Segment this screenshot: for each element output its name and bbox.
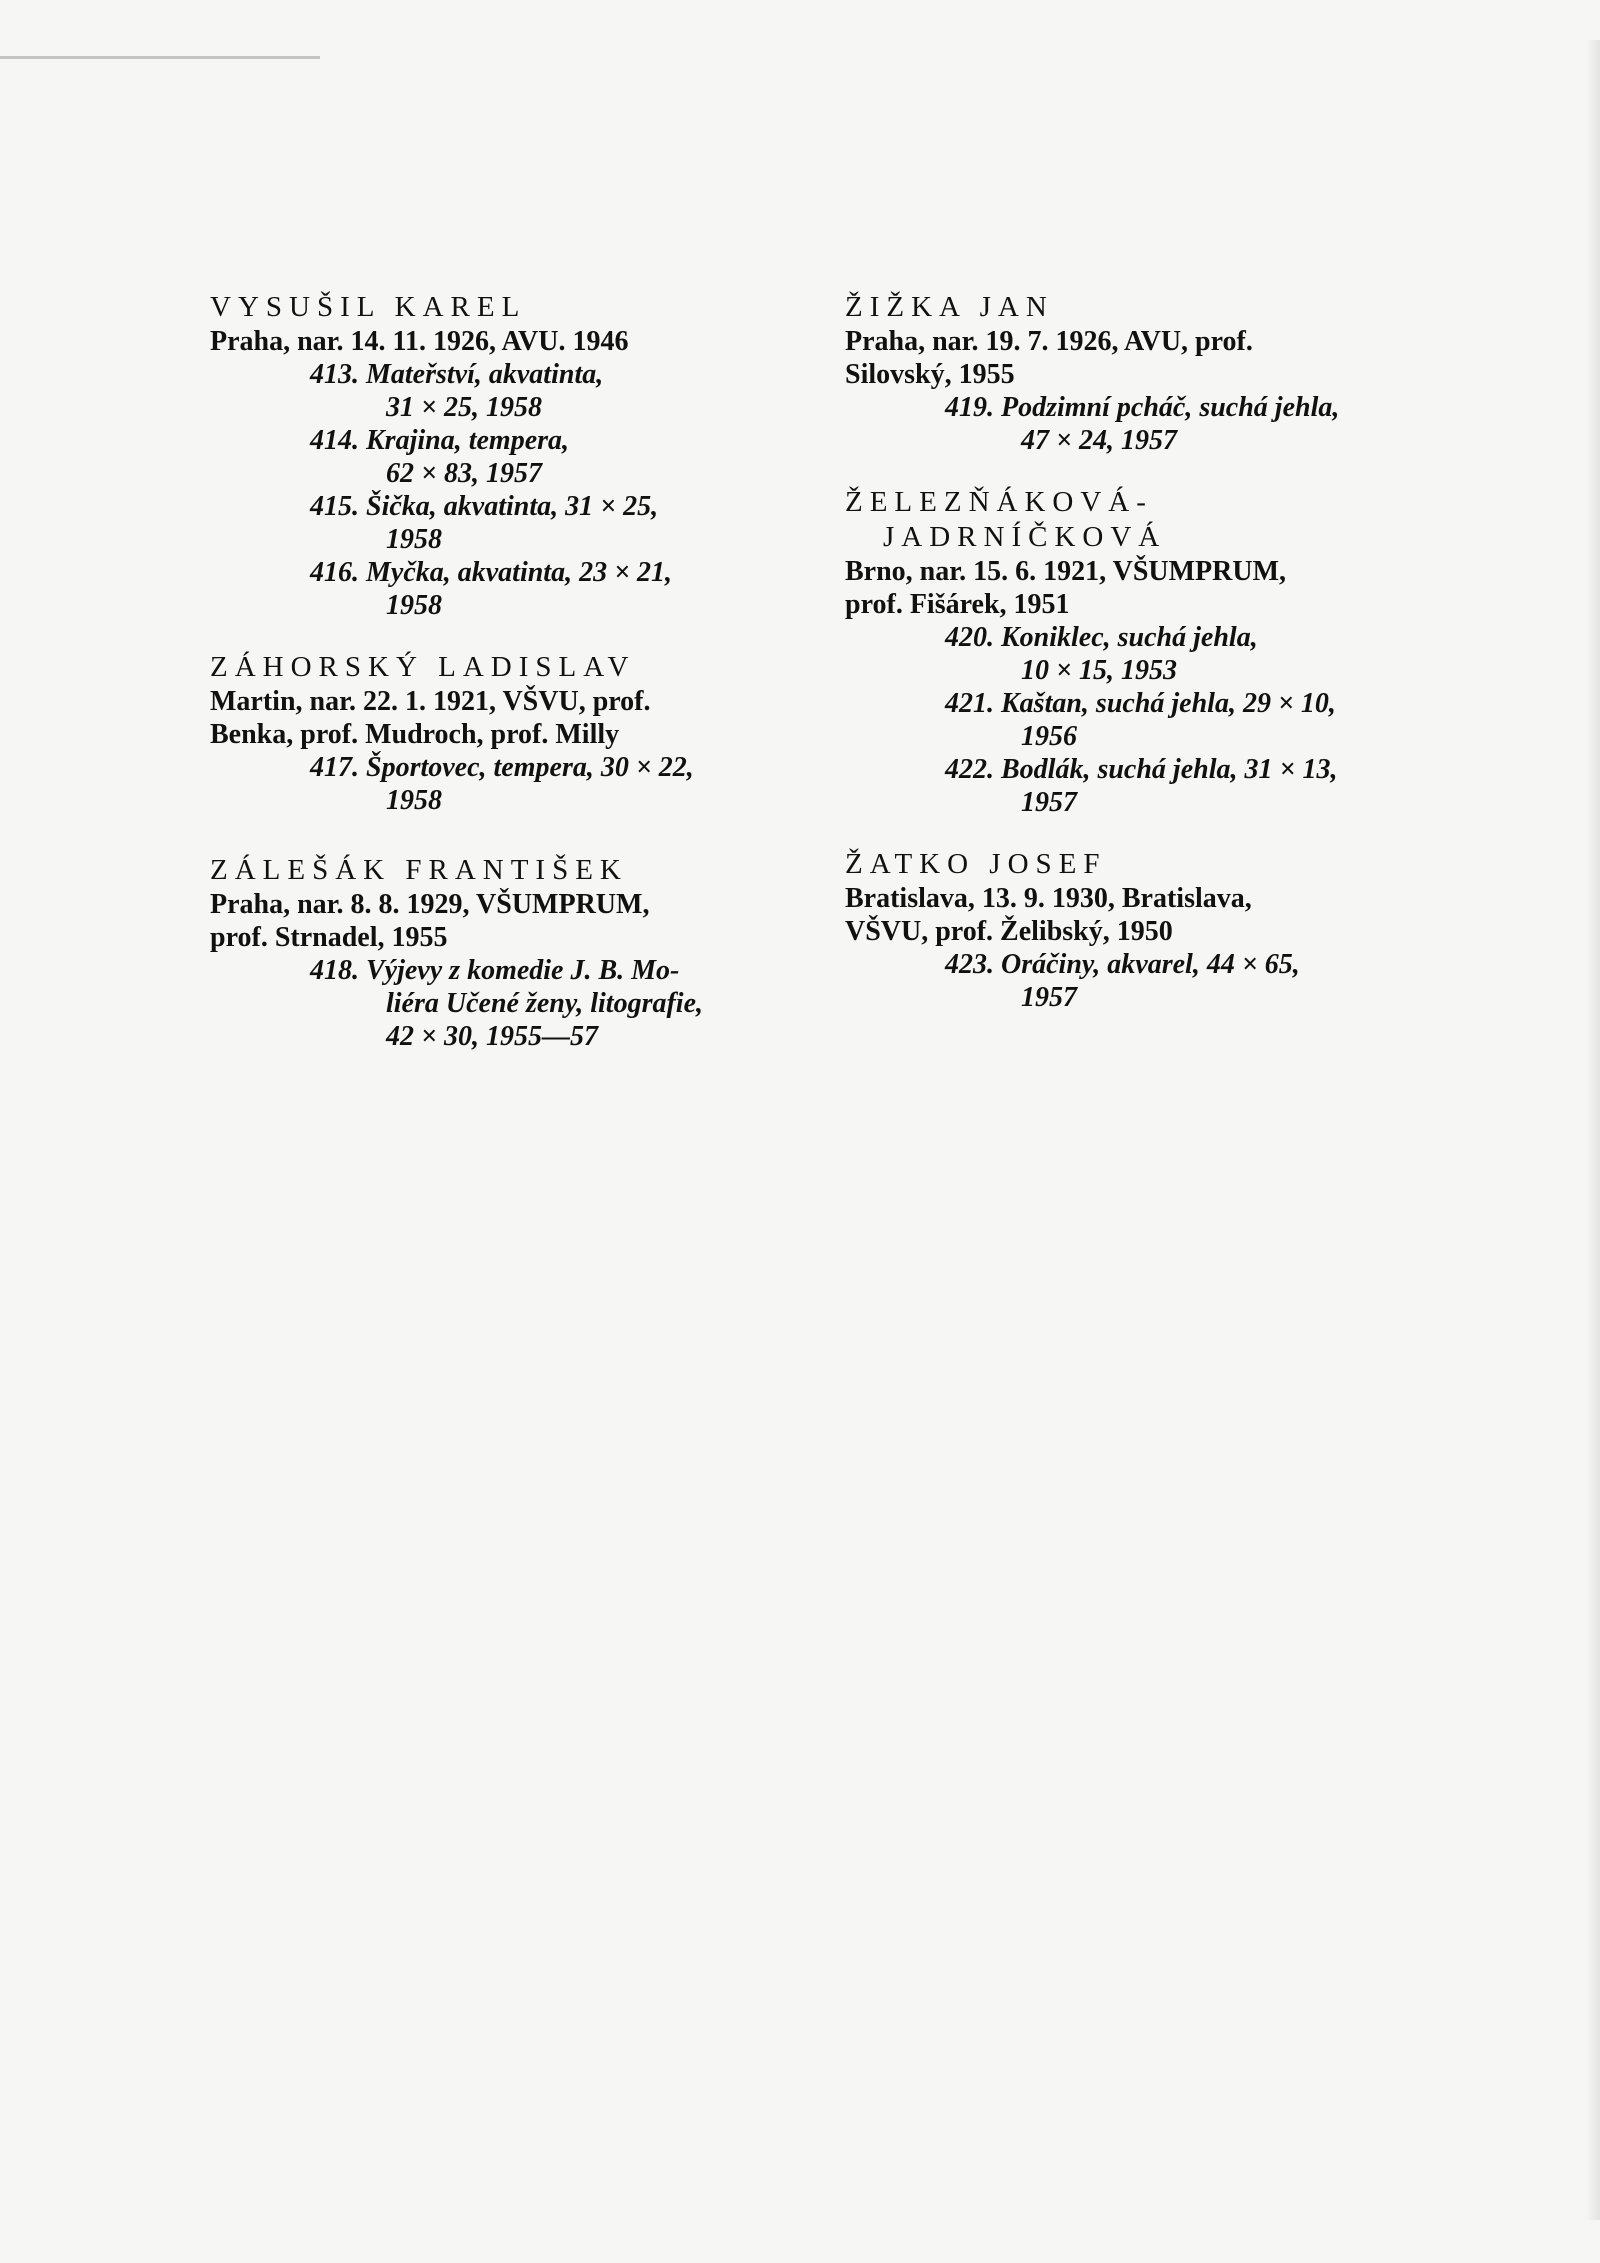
artist-name: JADRNÍČKOVÁ: [883, 521, 1167, 553]
scan-shadow: [1586, 40, 1600, 2220]
artwork-line: 421. Kaštan, suchá jehla, 29 × 10,: [945, 688, 1336, 719]
artist-entry: [845, 290, 1455, 457]
artwork-line: 420. Koniklec, suchá jehla,: [945, 622, 1258, 653]
artwork-line: 47 × 24, 1957: [1021, 425, 1177, 456]
artist-entry: [210, 650, 820, 817]
artwork-line: 1958: [386, 590, 442, 621]
artwork-line: liéra Učené ženy, litografie,: [386, 988, 704, 1019]
artist-bio: Bratislava, 13. 9. 1930, Bratislava,: [845, 883, 1252, 914]
artwork-item: [945, 948, 1455, 1014]
artwork-line: 416. Myčka, akvatinta, 23 × 21,: [310, 557, 673, 588]
artwork-line: 415. Šička, akvatinta, 31 × 25,: [310, 491, 659, 522]
artwork-line: 413. Mateřství, akvatinta,: [310, 359, 604, 390]
artist-bio: Praha, nar. 19. 7. 1926, AVU, prof.: [845, 326, 1253, 357]
artist-name: ZÁHORSKÝ LADISLAV: [210, 651, 636, 683]
artist-entry: [845, 847, 1455, 1014]
artist-bio: prof. Strnadel, 1955: [210, 922, 448, 953]
artwork-item: [310, 358, 820, 424]
artwork-line: 414. Krajina, tempera,: [310, 425, 570, 456]
artwork-line: 418. Výjevy z komedie J. B. Mo-: [310, 955, 680, 986]
artist-entry: [210, 853, 820, 1053]
artist-name: ŽIŽKA JAN: [845, 291, 1054, 323]
artwork-item: [945, 621, 1455, 687]
artwork-line: 42 × 30, 1955—57: [386, 1021, 598, 1052]
artwork-item: [310, 751, 820, 817]
artwork-item: [945, 391, 1455, 457]
artwork-item: [310, 424, 820, 490]
artist-bio: Martin, nar. 22. 1. 1921, VŠVU, prof.: [210, 686, 651, 717]
artwork-line: 422. Bodlák, suchá jehla, 31 × 13,: [945, 754, 1338, 785]
artwork-line: 62 × 83, 1957: [386, 458, 542, 489]
artwork-line: 1957: [1021, 787, 1077, 818]
artwork-line: 31 × 25, 1958: [386, 392, 542, 423]
artwork-line: 419. Podzimní pcháč, suchá jehla,: [945, 392, 1340, 423]
artwork-line: 1958: [386, 524, 442, 555]
artwork-line: 1958: [386, 785, 442, 816]
artist-name: ZÁLEŠÁK FRANTIŠEK: [210, 854, 628, 886]
artwork-item: [945, 753, 1455, 819]
artist-name: ŽATKO JOSEF: [845, 848, 1107, 880]
artwork-line: 417. Športovec, tempera, 30 × 22,: [310, 752, 694, 783]
artwork-item: [310, 490, 820, 556]
artwork-line: 10 × 15, 1953: [1021, 655, 1177, 686]
artist-bio: Praha, nar. 8. 8. 1929, VŠUMPRUM,: [210, 889, 650, 920]
artist-bio: Benka, prof. Mudroch, prof. Milly: [210, 719, 620, 750]
artist-entry: [845, 485, 1455, 819]
artist-bio: VŠVU, prof. Želibský, 1950: [845, 916, 1173, 947]
artist-entry: [210, 290, 820, 622]
artist-bio: Silovský, 1955: [845, 359, 1015, 390]
artwork-line: 1957: [1021, 982, 1077, 1013]
artist-name: VYSUŠIL KAREL: [210, 291, 527, 323]
scan-edge-line: [0, 56, 320, 59]
right-column: [845, 290, 1455, 1042]
artist-bio: Brno, nar. 15. 6. 1921, VŠUMPRUM,: [845, 556, 1287, 587]
artwork-item: [945, 687, 1455, 753]
left-column: [210, 290, 820, 1081]
artist-bio: prof. Fišárek, 1951: [845, 589, 1070, 620]
artwork-item: [310, 556, 820, 622]
artist-bio: Praha, nar. 14. 11. 1926, AVU. 1946: [210, 326, 629, 357]
artist-name: ŽELEZŇÁKOVÁ-: [845, 486, 1153, 518]
artwork-item: [310, 954, 820, 1053]
artwork-line: 1956: [1021, 721, 1077, 752]
artwork-line: 423. Oráčiny, akvarel, 44 × 65,: [945, 949, 1300, 980]
